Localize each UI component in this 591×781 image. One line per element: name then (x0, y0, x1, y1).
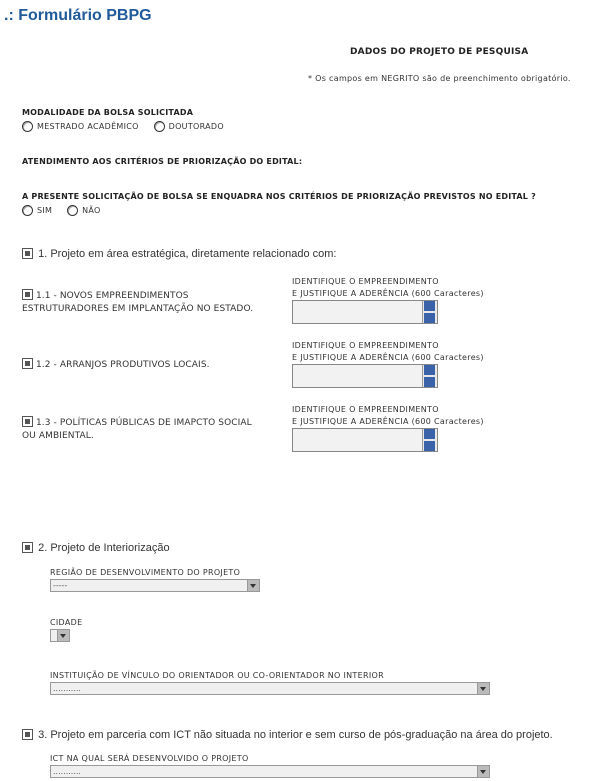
item-1-3 (22, 416, 282, 443)
radio-nao-label: NÃO (82, 206, 101, 215)
item-1-2-field-line2: E JUSTIFIQUE A ADERÊNCIA (600 Caracteres) (292, 353, 484, 362)
projeto1-row (22, 242, 336, 261)
item-1-2-label-line1: 1.2 - ARRANJOS PRODUTIVOS LOCAIS. (35, 360, 210, 370)
regiao-select-value: ----- (53, 581, 68, 590)
scroll-up-icon[interactable] (424, 429, 435, 439)
projeto3-row (22, 723, 553, 742)
textarea-scrollbar[interactable] (422, 429, 437, 451)
item-1-2-field-line1: IDENTIFIQUE O EMPREENDIMENTO (292, 341, 439, 350)
item-1-2-field-label (292, 340, 484, 364)
radio-nao[interactable] (67, 205, 101, 216)
item-1-1-field-line1: IDENTIFIQUE O EMPREENDIMENTO (292, 277, 439, 286)
item-1-3-checkbox[interactable] (22, 416, 33, 427)
item-1-2 (22, 358, 282, 372)
instituicao-select-value: ........... (53, 684, 81, 693)
chevron-down-icon[interactable] (57, 630, 69, 641)
ict-select[interactable] (50, 765, 490, 778)
projeto1-label: 1. Projeto em área estratégica, diretamente relacionado com: (38, 248, 337, 260)
scroll-down-icon[interactable] (424, 377, 435, 387)
page-title: .: Formulário PBPG (4, 7, 152, 24)
item-1-1 (22, 289, 282, 316)
chevron-down-icon[interactable] (247, 580, 259, 591)
chevron-down-icon[interactable] (477, 683, 489, 694)
atendimento-label: ATENDIMENTO AOS CRITÉRIOS DE PRIORIZAÇÃO DO EDITAL: (22, 157, 303, 166)
enquadra-label: A PRESENTE SOLICITAÇÃO DE BOLSA SE ENQUADRA NOS CRITÉRIOS DE PRIORIZAÇÃO PREVISTOS NO EDITAL ? (22, 192, 536, 201)
instituicao-select[interactable] (50, 682, 490, 695)
instituicao-label: INSTITUIÇÃO DE VÍNCULO DO ORIENTADOR OU CO-ORIENTADOR NO INTERIOR (50, 671, 384, 680)
item-1-3-field-line1: IDENTIFIQUE O EMPREENDIMENTO (292, 405, 439, 414)
projeto2-row (22, 536, 170, 555)
regiao-label: REGIÃO DE DESENVOLVIMENTO DO PROJETO (50, 568, 241, 577)
radio-doutorado[interactable] (154, 121, 224, 132)
projeto2-checkbox[interactable] (22, 542, 33, 553)
cidade-label: CIDADE (50, 618, 83, 627)
item-1-1-label-line1: 1.1 - NOVOS EMPREENDIMENTOS (35, 291, 189, 301)
radio-doutorado-label: DOUTORADO (168, 122, 224, 131)
radio-circle-icon[interactable] (22, 121, 33, 132)
radio-sim[interactable] (22, 205, 52, 216)
item-1-3-label-line1: 1.3 - POLÍTICAS PÚBLICAS DE IMAPCTO SOCIAL (35, 418, 252, 428)
item-1-1-checkbox[interactable] (22, 289, 33, 300)
scroll-down-icon[interactable] (424, 313, 435, 323)
modalidade-label: MODALIDADE DA BOLSA SOLICITADA (22, 108, 194, 117)
required-note: * Os campos em NEGRITO são de preenchimento obrigatório. (308, 74, 571, 83)
projeto3-label: 3. Projeto em parceria com ICT não situada no interior e sem curso de pós-graduação na área do projeto. (38, 729, 553, 741)
item-1-3-textarea[interactable] (292, 428, 438, 452)
projeto2-label: 2. Projeto de Interiorização (38, 542, 170, 554)
regiao-select[interactable] (50, 579, 260, 592)
projeto1-checkbox[interactable] (22, 248, 33, 259)
item-1-3-field-label (292, 404, 484, 428)
item-1-1-field-line2: E JUSTIFIQUE A ADERÊNCIA (600 Caracteres) (292, 289, 484, 298)
item-1-3-field-line2: E JUSTIFIQUE A ADERÊNCIA (600 Caracteres) (292, 417, 484, 426)
radio-sim-label: SIM (37, 206, 53, 215)
textarea-scrollbar[interactable] (422, 301, 437, 323)
radio-circle-icon[interactable] (22, 205, 33, 216)
enquadra-options (22, 205, 113, 218)
ict-select-value: ........... (53, 767, 81, 776)
item-1-3-label-line2: OU AMBIENTAL. (22, 431, 94, 441)
radio-mestrado[interactable] (22, 121, 139, 132)
item-1-2-textarea[interactable] (292, 364, 438, 388)
modalidade-options (22, 121, 236, 134)
textarea-scrollbar[interactable] (422, 365, 437, 387)
item-1-1-textarea[interactable] (292, 300, 438, 324)
radio-mestrado-label: MESTRADO ACADÊMICO (37, 122, 139, 131)
ict-label: ICT NA QUAL SERÁ DESENVOLVIDO O PROJETO (50, 754, 249, 763)
scroll-up-icon[interactable] (424, 365, 435, 375)
section-title: DADOS DO PROJETO DE PESQUISA (350, 47, 529, 57)
radio-circle-icon[interactable] (67, 205, 78, 216)
item-1-1-field-label (292, 276, 484, 300)
item-1-1-label-line2: ESTRUTURADORES EM IMPLANTAÇÃO NO ESTADO. (22, 304, 254, 314)
scroll-down-icon[interactable] (424, 441, 435, 451)
projeto3-checkbox[interactable] (22, 729, 33, 740)
item-1-2-checkbox[interactable] (22, 358, 33, 369)
cidade-select[interactable] (50, 629, 70, 642)
radio-circle-icon[interactable] (154, 121, 165, 132)
chevron-down-icon[interactable] (477, 766, 489, 777)
scroll-up-icon[interactable] (424, 301, 435, 311)
